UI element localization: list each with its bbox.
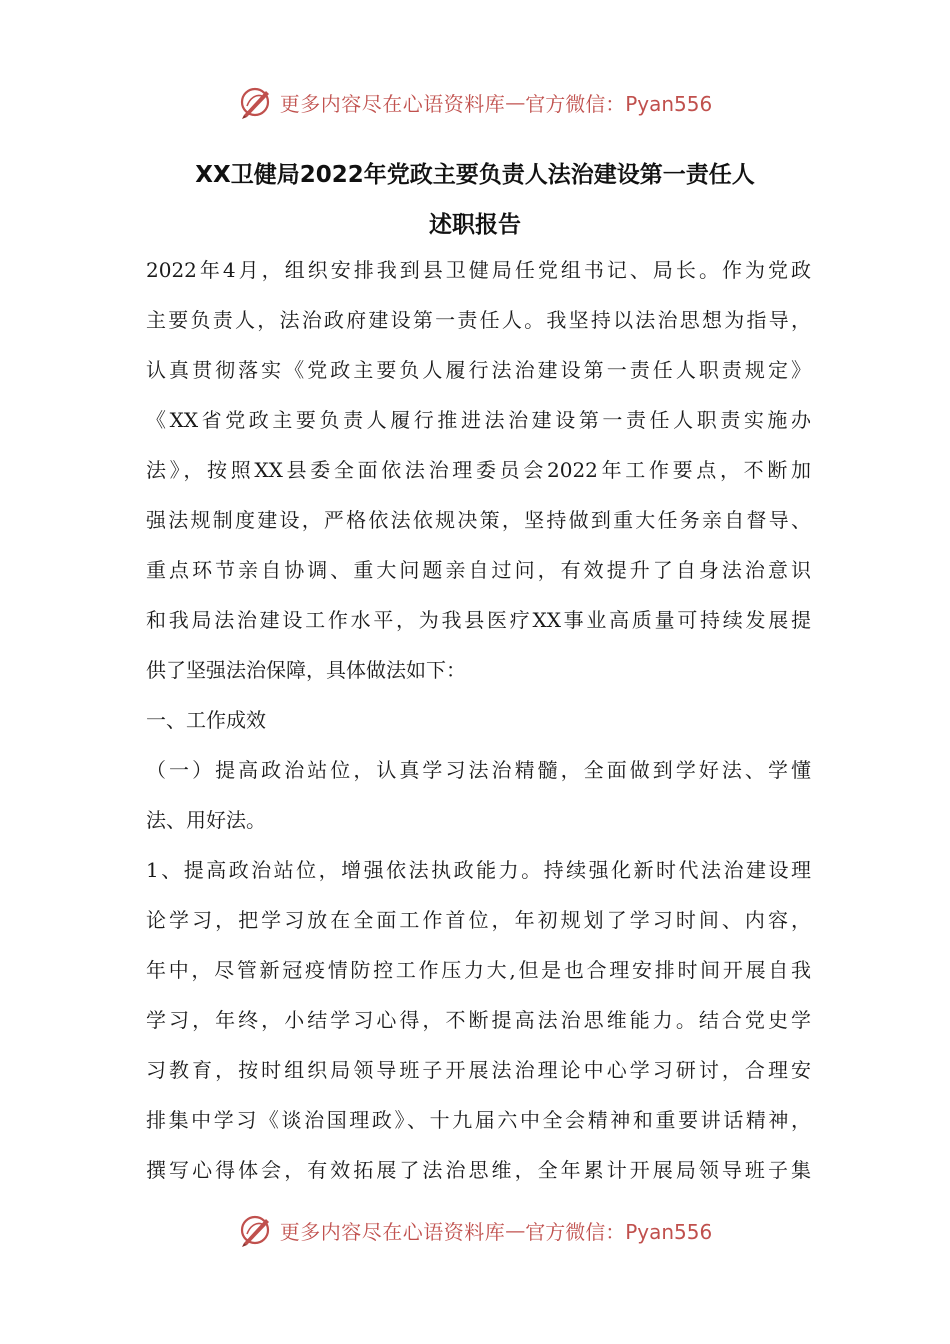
watermark-contact: 官方微信：Pyan556 xyxy=(525,1219,713,1244)
body-line: 2022年4月，组织安排我到县卫健局任党组书记、局长。作为党政 xyxy=(146,258,811,282)
document-body xyxy=(146,252,811,1202)
body-line: 供了坚强法治保障，具体做法如下： xyxy=(146,658,466,682)
watermark-separator: — xyxy=(505,1218,526,1242)
section-heading: 一、工作成效 xyxy=(146,708,266,732)
body-line: 主要负责人，法治政府建设第一责任人。我坚持以法治思想为指导， xyxy=(146,308,811,332)
body-line: 1、提高政治站位，增强依法执政能力。持续强化新时代法治建设理 xyxy=(146,858,811,882)
footer-watermark xyxy=(0,1210,950,1250)
body-line: 法》，按照XX县委全面依法治理委员会2022年工作要点，不断加 xyxy=(146,458,811,482)
document-title: XX卫健局2022年党政主要负责人法治建设第一责任人 xyxy=(195,162,755,188)
subsection-heading-cont: 法、用好法。 xyxy=(146,808,266,832)
pen-logo-icon xyxy=(238,84,274,120)
header-watermark xyxy=(0,82,950,122)
watermark-contact: 官方微信：Pyan556 xyxy=(525,91,713,116)
body-line: 和我局法治建设工作水平，为我县医疗XX事业高质量可持续发展提 xyxy=(146,608,811,632)
body-line: 认真贯彻落实《党政主要负人履行法治建设第一责任人职责规定》 xyxy=(146,358,811,382)
body-line: 习教育，按时组织局领导班子开展法治理论中心学习研讨，合理安 xyxy=(146,1058,811,1082)
body-line: 论学习，把学习放在全面工作首位，年初规划了学习时间、内容， xyxy=(146,908,811,932)
document-subtitle: 述职报告 xyxy=(429,212,521,238)
watermark-text: 更多内容尽在心语资料库 xyxy=(279,91,506,116)
subsection-heading: （一）提高政治站位，认真学习法治精髓，全面做到学好法、学懂 xyxy=(146,758,811,782)
body-line: 强法规制度建设，严格依法依规决策，坚持做到重大任务亲自督导、 xyxy=(146,508,811,532)
pen-logo-icon xyxy=(238,1212,274,1248)
body-line: 重点环节亲自协调、重大问题亲自过问，有效提升了自身法治意识 xyxy=(146,558,811,582)
body-line: 排集中学习《谈治国理政》、十九届六中全会精神和重要讲话精神， xyxy=(146,1108,811,1132)
watermark-separator: — xyxy=(505,90,526,114)
body-line: 《XX省党政主要负责人履行推进法治建设第一责任人职责实施办 xyxy=(146,408,811,432)
body-line: 年中，尽管新冠疫情防控工作压力大,但是也合理安排时间开展自我 xyxy=(146,958,811,982)
body-line: 学习，年终，小结学习心得，不断提高法治思维能力。结合党史学 xyxy=(146,1008,811,1032)
body-line: 撰写心得体会，有效拓展了法治思维，全年累计开展局领导班子集 xyxy=(146,1158,811,1182)
watermark-text: 更多内容尽在心语资料库 xyxy=(279,1219,506,1244)
